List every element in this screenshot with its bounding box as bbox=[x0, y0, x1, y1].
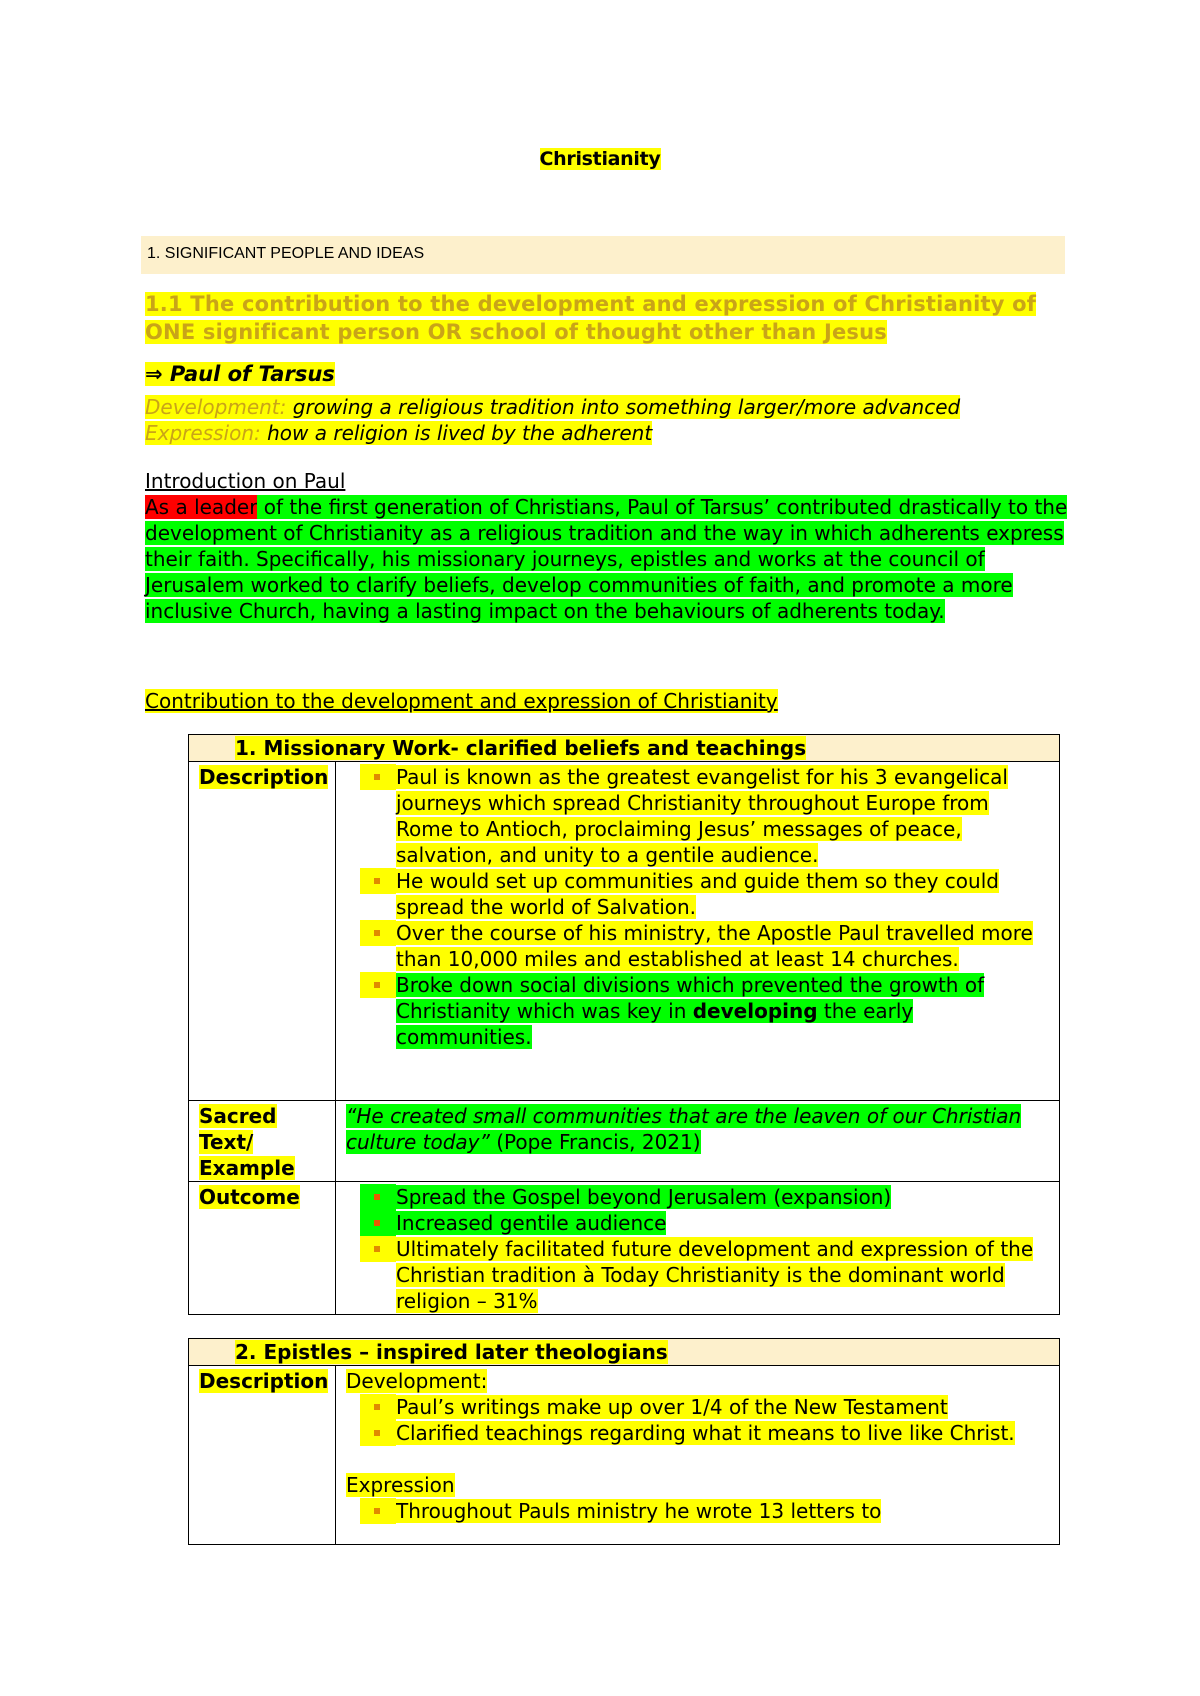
description-cell bbox=[336, 762, 1060, 1101]
bullet-icon bbox=[360, 868, 396, 894]
list-item: Spread the Gospel beyond Jerusalem (expansion) bbox=[346, 1184, 1047, 1210]
outcome-cell bbox=[336, 1182, 1060, 1315]
description-label: Description bbox=[189, 1366, 336, 1545]
sub-heading: 1.1 The contribution to the development and expression of Christianity of ONE significant person OR school of thought other than Jesus bbox=[145, 292, 1037, 344]
development-list bbox=[346, 1394, 1047, 1446]
epistles-table bbox=[188, 1338, 1060, 1545]
list-item: Throughout Pauls ministry he wrote 13 letters to bbox=[346, 1498, 1047, 1524]
expression-list bbox=[346, 1498, 1047, 1524]
section-band: 1. SIGNIFICANT PEOPLE AND IDEAS bbox=[141, 236, 1065, 274]
expression-label: Expression bbox=[346, 1473, 455, 1497]
bullet-icon bbox=[360, 920, 396, 946]
list-item: Paul’s writings make up over 1/4 of the New Testament bbox=[346, 1394, 1047, 1420]
bullet-icon bbox=[360, 972, 396, 998]
expression-definition: Expression: how a religion is lived by the adherent bbox=[145, 421, 653, 445]
bullet-icon bbox=[360, 1498, 396, 1524]
description-list bbox=[346, 764, 1047, 1050]
sacred-text-label: Sacred Text/ Example bbox=[189, 1101, 336, 1182]
sacred-text-cell: “He created small communities that are the leaven of our Christian culture today” (Pope Francis, 2021) bbox=[336, 1101, 1060, 1182]
outcome-list bbox=[346, 1184, 1047, 1314]
bullet-icon bbox=[360, 1420, 396, 1446]
person-heading: ⇒ Paul of Tarsus bbox=[145, 362, 335, 386]
bullet-icon bbox=[360, 1184, 396, 1210]
list-item: Ultimately facilitated future development and expression of the Christian tradition à Today Christianity is the dominant world religion – 31% bbox=[346, 1236, 1047, 1314]
document-title: Christianity bbox=[539, 148, 661, 170]
intro-paragraph: As a leader of the first generation of Christians, Paul of Tarsus’ contributed drastically to the development of Christianity as a religious tradition and the way in which adherents express their faith. Specifically, his missionary journeys, epistles and works at the council of Jerusalem worked to clarify beliefs, develop communities of faith, and promote a more inclusive Church, having a lasting impact on the behaviours of adherents today. bbox=[145, 495, 1068, 623]
list-item: Broke down social divisions which prevented the growth of Christianity which was key in developing the early communities. bbox=[346, 972, 1047, 1050]
development-label: Development: bbox=[346, 1369, 488, 1393]
missionary-work-table bbox=[188, 734, 1060, 1315]
contribution-heading: Contribution to the development and expression of Christianity bbox=[145, 689, 778, 713]
bullet-icon bbox=[360, 1394, 396, 1420]
bullet-icon bbox=[360, 764, 396, 790]
development-definition: Development: growing a religious tradition into something larger/more advanced bbox=[145, 395, 961, 419]
description-label: Description bbox=[189, 762, 336, 1101]
outcome-label: Outcome bbox=[189, 1182, 336, 1315]
list-item: Clarified teachings regarding what it means to live like Christ. bbox=[346, 1420, 1047, 1446]
bullet-icon bbox=[360, 1210, 396, 1236]
table-header: 2. Epistles – inspired later theologians bbox=[189, 1339, 1060, 1366]
table-header: 1. Missionary Work- clarified beliefs and teachings bbox=[189, 735, 1060, 762]
intro-heading: Introduction on Paul bbox=[145, 469, 346, 493]
list-item: Over the course of his ministry, the Apostle Paul travelled more than 10,000 miles and established at least 14 churches. bbox=[346, 920, 1047, 972]
list-item: Paul is known as the greatest evangelist for his 3 evangelical journeys which spread Christianity throughout Europe from Rome to Antioch, proclaiming Jesus’ messages of peace, salvation, and unity to a gentile audience. bbox=[346, 764, 1047, 868]
list-item: He would set up communities and guide them so they could spread the world of Salvation. bbox=[346, 868, 1047, 920]
description-cell bbox=[336, 1366, 1060, 1545]
list-item: Increased gentile audience bbox=[346, 1210, 1047, 1236]
bullet-icon bbox=[360, 1236, 396, 1262]
